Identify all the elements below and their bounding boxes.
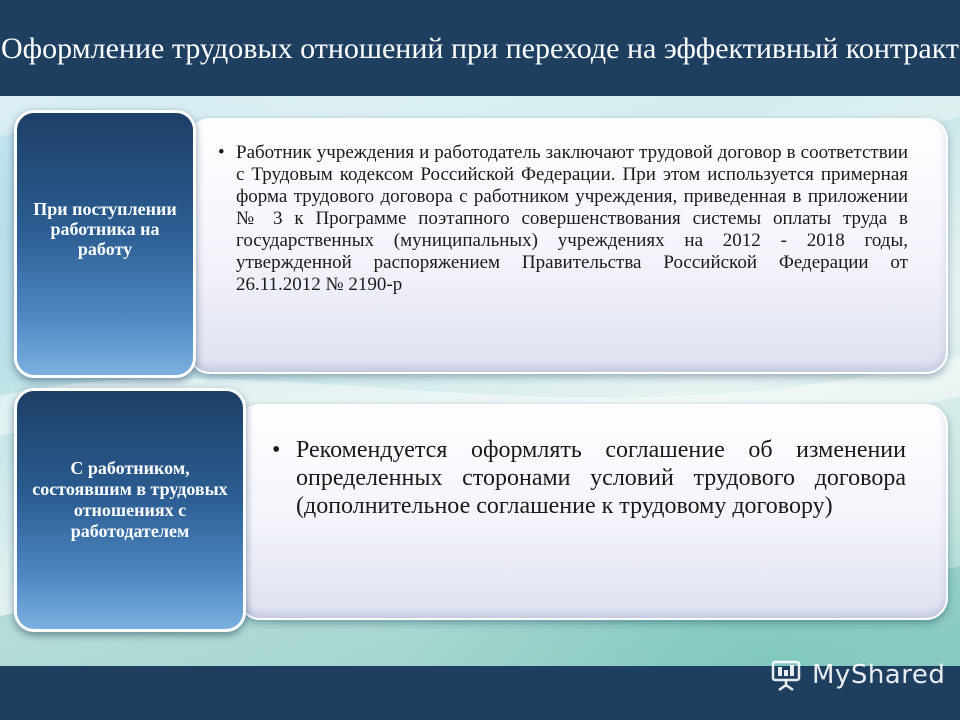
watermark-text: MyShared: [812, 660, 946, 690]
bullet-list-2: [272, 436, 906, 520]
block-label-text: При поступлении работника на работу: [33, 199, 177, 259]
title-bar: [0, 0, 960, 96]
slides-icon: [770, 658, 806, 692]
bullet-item: • Работник учреждения и работодатель заключают трудовой договор в соответствии с Трудовым кодексом Российской Федерации. При этом используется примерная форма трудового договора с работником учреждения, приведенная в приложении № 3 к Программе поэтапного совершенствования системы оплаты труда в государственных (муниципальных) учреждениях на 2012 - 2018 годы, утвержденной распоряжением Правительства Российской Федерации от 26.11.2012 № 2190-р: [218, 142, 908, 296]
slide-title: Оформление трудовых отношений при переходе на эффективный контракт: [1, 32, 959, 65]
block-label-text: С работником, состоявшим в трудовых отношениях с работодателем: [32, 458, 228, 541]
bullet-item: • Рекомендуется оформлять соглашение об изменении определенных сторонами условий трудового договора (дополнительное соглашение к трудовому договору): [272, 436, 906, 520]
bullet-list-1: [218, 142, 908, 296]
block-label-2: [14, 388, 246, 632]
watermark-logo: [770, 658, 945, 692]
block-label-1: [14, 110, 196, 378]
